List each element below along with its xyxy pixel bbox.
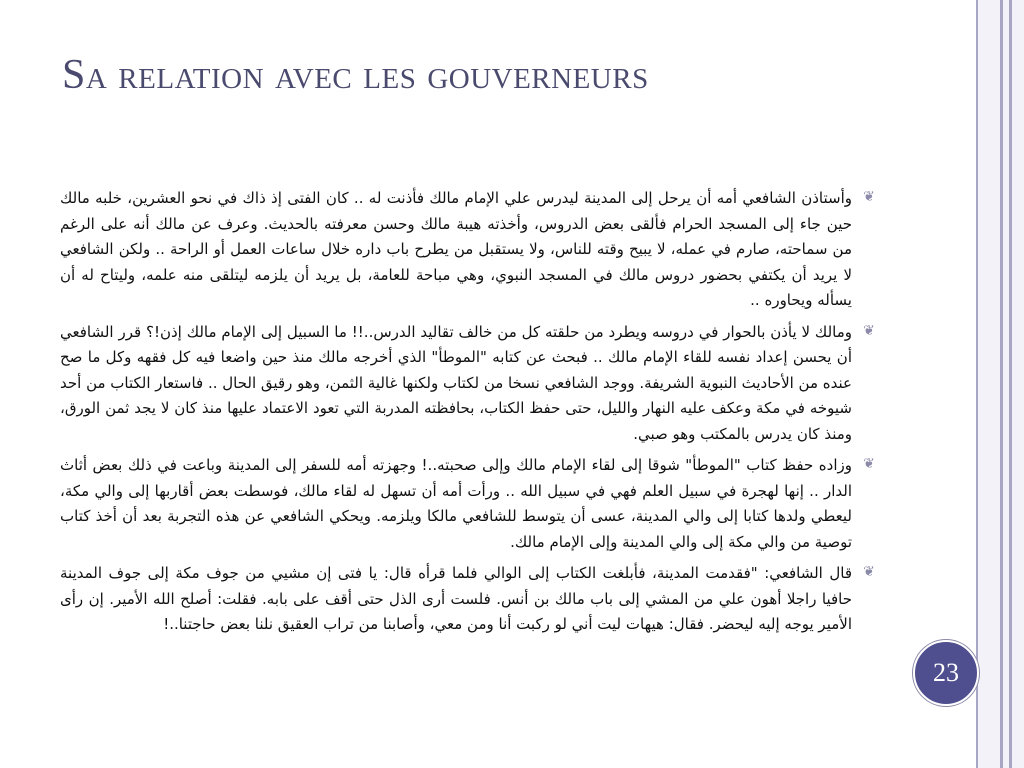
feather-bullet-icon: ❦ (863, 456, 875, 472)
bullet-paragraph (60, 561, 878, 638)
feather-bullet-icon: ❦ (863, 189, 875, 205)
right-decorative-line (1009, 0, 1012, 768)
paragraph-text: قال الشافعي: "فقدمت المدينة، فأبلغت الكتاب إلى الوالي فلما قرأه قال: يا فتى إن مشيي من جوف مكة إلى جوف المدينة حافيا راجلا أهون علي من المشي إلى باب مالك بن أنس. فلست أرى الذل حتى أقف على بابه. فقلت: أصلح الله الأمير. إن رأى الأمير يوجه إليه ليحضر. فقال: هيهات ليت أني لو ركبت أنا ومن معي، وأصابنا من تراب العقيق نلنا بعض حاجتنا..! (60, 564, 852, 633)
right-decorative-line (976, 0, 978, 768)
right-decorative-line (1000, 0, 1003, 768)
slide-title: Sa relation avec les gouverneurs (62, 52, 649, 98)
feather-bullet-icon: ❦ (863, 322, 875, 339)
paragraph-text: وأستاذن الشافعي أمه أن يرحل إلى المدينة ليدرس علي الإمام مالك فأذنت له .. كان الفتى إذ ذاك في نحو العشرين، خلبه مالك حين جاء إلى المسجد الحرام فألقى بعض الدروس، وأخذته هيبة مالك وحسن معرفته بالحديث. وعرف عن مالك أنه على الرغم من سماحته، صارم في عمله، لا يبيح وقته للناس، ولا يستقبل من يطرح باب داره خلال ساعات العمل أو الراحة .. ولكن الشافعي لا يريد أن يكتفي بحضور دروس مالك في المسجد النبوي، وهي مباحة للعامة، بل يريد أن يلزمه ليتلقى منه علمه، وليتاح له أن يسأله ويحاوره .. (60, 189, 852, 309)
slide-body (60, 186, 878, 761)
bullet-paragraph (60, 320, 878, 448)
bullet-paragraph (60, 453, 878, 555)
paragraph-text: ومالك لا يأذن بالحوار في دروسه ويطرد من حلقته كل من خالف تقاليد الدرس..!! ما السبيل إلى الإمام مالك إذن!؟ قرر الشافعي أن يحسن إعداد نفسه للقاء الإمام مالك .. فبحث عن كتابه "الموطأ" الذي أخرجه مالك منذ حين واضعا فيه كل فقهه وكل ما صح عنده من الأحاديث النبوية الشريفة. ووجد الشافعي نسخا من لكتاب ولكنها غالية الثمن، وهو رقيق الحال .. فاستعار الكتاب من أحد شيوخه في مكة وعكف عليه النهار والليل، حتى حفظ الكتاب، بحافظته المدربة التي تعود الاعتماد عليها منذ كان لا يجد ثمن الورق، ومنذ كان يدرس بالمكتب وهو صبي. (60, 322, 852, 443)
feather-bullet-icon: ❦ (863, 564, 875, 580)
paragraph-text: وزاده حفظ كتاب "الموطأ" شوقا إلى لقاء الإمام مالك وإلى صحبته..! وجهزته أمه للسفر إلى المدينة وباعت في ذلك بعض أثاث الدار .. إنها لهجرة في سبيل العلم فهي في سبيل الله .. ورأت أمه أن تسهل له لقاء مالك، فوسطت بعض أقاربها إلى والي مكة، ليعطي ولدها كتابا إلى والي المدينة، عسى أن يتوسط للشافعي مالكا ويلزمه. ويحكي الشافعي عن هذه التجربة بعد أن أخذ كتاب توصية من والي مكة إلى والي المدينة وإلى الإمام مالك. (60, 456, 852, 551)
bullet-paragraph (60, 186, 878, 314)
page-number-badge: 23 (913, 640, 979, 706)
